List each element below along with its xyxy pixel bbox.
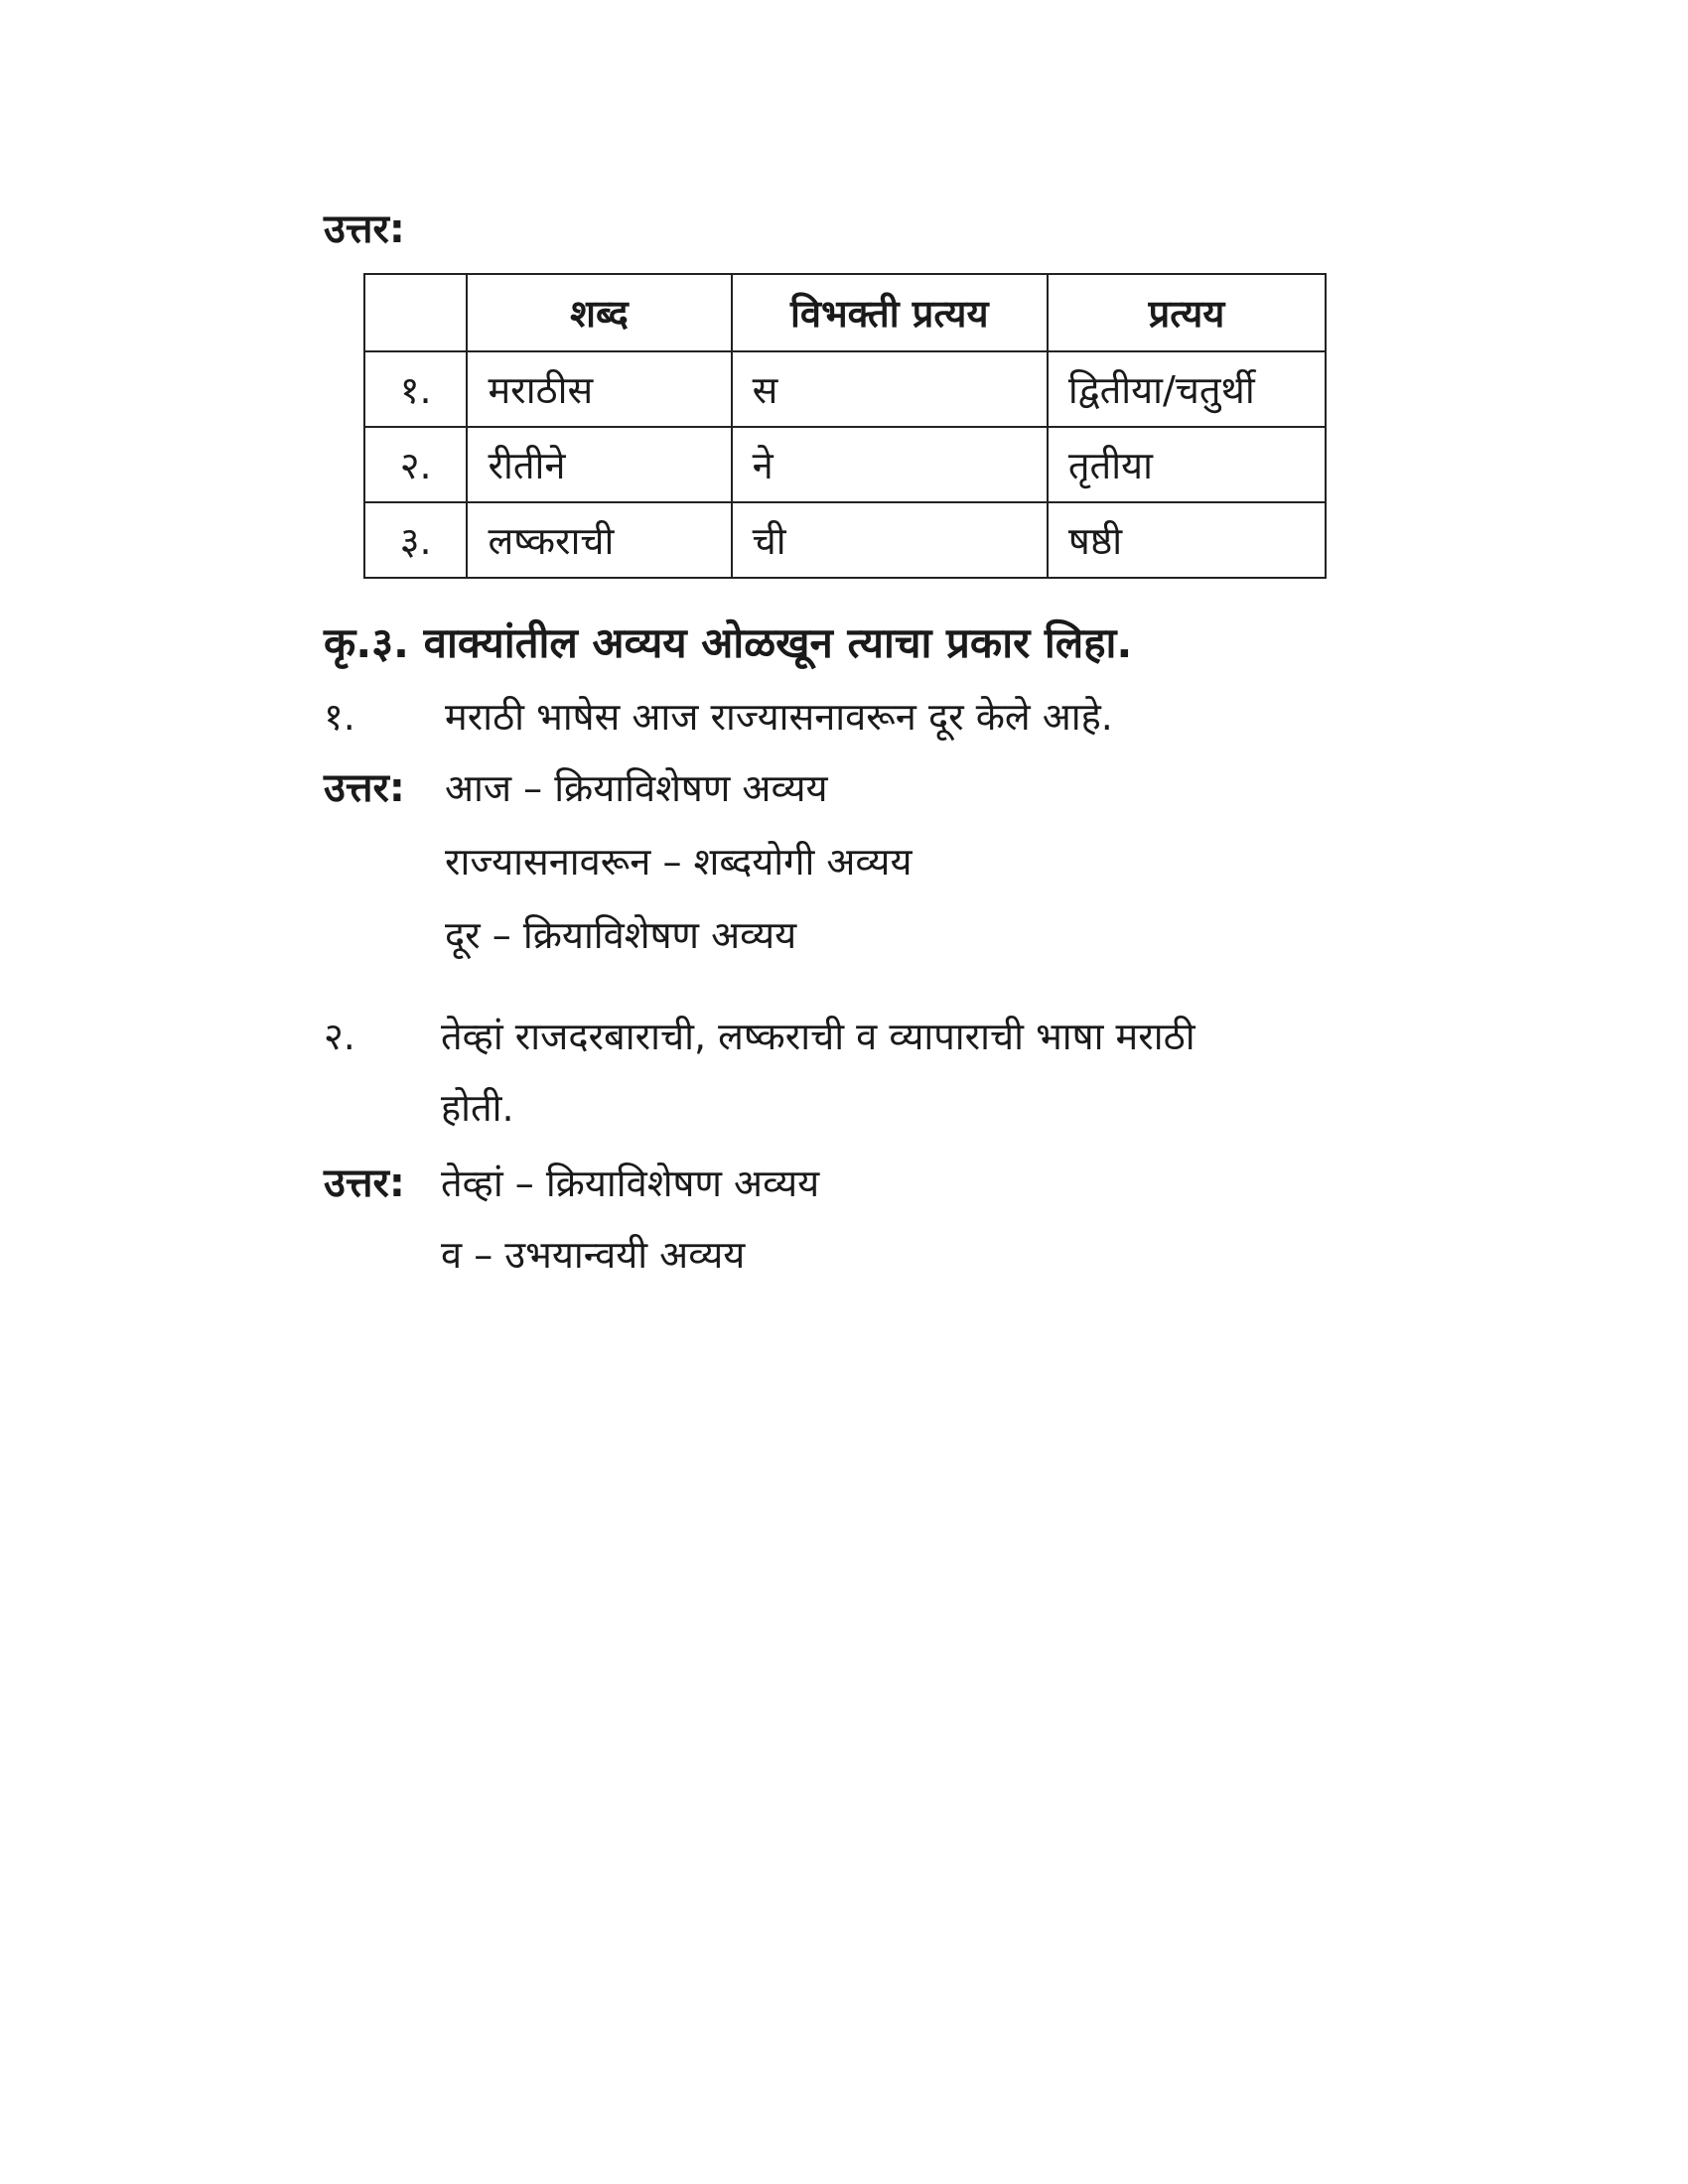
header-serial: [364, 274, 467, 351]
answer-line: आज – क्रियाविशेषण अव्यय: [445, 766, 828, 810]
answer-table: [363, 273, 1327, 579]
table-cell-word: लष्कराची: [467, 502, 731, 578]
table-cell-serial: १.: [364, 351, 467, 427]
header-case-suffix: विभक्ती प्रत्यय: [732, 274, 1048, 351]
table-cell-serial: ३.: [364, 502, 467, 578]
answer-line: राज्यासनावरून – शब्दयोगी अव्यय: [445, 840, 913, 884]
item-sentence: मराठी भाषेस आज राज्यासनावरून दूर केले आहे.: [445, 695, 1113, 739]
answer-line: दूर – क्रियाविशेषण अव्यय: [445, 913, 797, 957]
answer-label: उत्तर:: [324, 206, 405, 252]
table-row: [364, 351, 1326, 427]
table-cell-suffix: द्वितीया/चतुर्थी: [1048, 351, 1326, 427]
header-word: शब्द: [467, 274, 731, 351]
table-cell-case-suffix: ने: [732, 427, 1048, 502]
question-heading: कृ.३. वाक्यांतील अव्यय ओळखून त्याचा प्रकार लिहा.: [324, 618, 1133, 667]
answer-line: तेव्हां – क्रियाविशेषण अव्यय: [441, 1161, 820, 1205]
table-cell-suffix: तृतीया: [1048, 427, 1326, 502]
table-row: [364, 427, 1326, 502]
answer-line: व – उभयान्वयी अव्यय: [441, 1233, 746, 1277]
item-sentence-continued: होती.: [441, 1086, 514, 1130]
table-header-row: [364, 274, 1326, 351]
table-cell-suffix: षष्ठी: [1048, 502, 1326, 578]
table-cell-word: मराठीस: [467, 351, 731, 427]
table-cell-word: रीतीने: [467, 427, 731, 502]
table-cell-case-suffix: ची: [732, 502, 1048, 578]
item-number: २.: [324, 1015, 355, 1058]
table-cell-case-suffix: स: [732, 351, 1048, 427]
table-cell-serial: २.: [364, 427, 467, 502]
answer-label: उत्तर:: [324, 1160, 405, 1206]
answer-label: उत्तर:: [324, 765, 405, 811]
table-row: [364, 502, 1326, 578]
header-suffix: प्रत्यय: [1048, 274, 1326, 351]
item-number: १.: [324, 695, 355, 739]
item-sentence: तेव्हां राजदरबाराची, लष्कराची व व्यापाराची भाषा मराठी: [441, 1015, 1196, 1058]
